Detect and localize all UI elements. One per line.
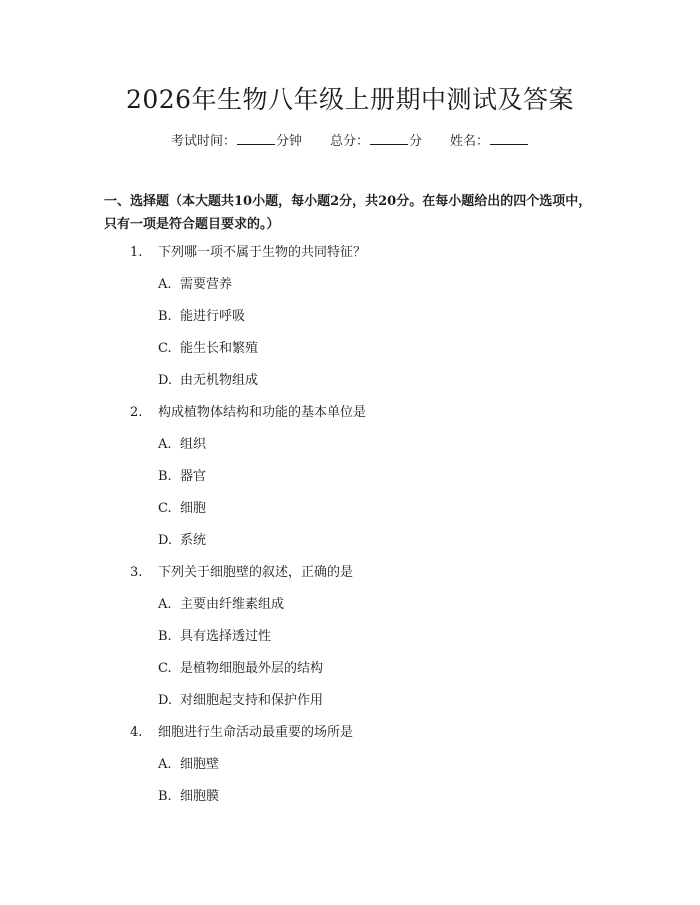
option-letter: D. — [158, 693, 173, 708]
question-4 — [130, 723, 353, 743]
total-score-field — [330, 131, 422, 152]
option-text: 主要由纤维素组成 — [180, 597, 285, 612]
option-text: 能生长和繁殖 — [180, 341, 259, 356]
option-c — [158, 659, 323, 679]
option-b — [158, 627, 271, 647]
option-d — [158, 531, 206, 551]
option-letter: B. — [158, 469, 172, 484]
name-blank — [490, 131, 528, 145]
option-text: 是植物细胞最外层的结构 — [180, 661, 324, 676]
option-letter: A. — [158, 277, 172, 292]
option-c — [158, 499, 206, 519]
option-letter: C. — [158, 341, 172, 356]
option-letter: B. — [158, 309, 172, 324]
option-letter: C. — [158, 501, 172, 516]
option-d — [158, 371, 258, 391]
option-text: 细胞膜 — [180, 789, 220, 804]
exam-meta — [0, 131, 700, 152]
option-b — [158, 467, 206, 487]
option-a — [158, 435, 206, 455]
option-a — [158, 275, 232, 295]
question-text: 构成植物体结构和功能的基本单位是 — [158, 405, 367, 420]
option-letter: A. — [158, 437, 172, 452]
exam-time-unit: 分钟 — [275, 134, 302, 149]
option-text: 具有选择透过性 — [180, 629, 272, 644]
option-text: 需要营养 — [180, 277, 233, 292]
question-number: 2. — [130, 405, 143, 420]
option-letter: B. — [158, 789, 172, 804]
question-1 — [130, 243, 366, 263]
option-b — [158, 307, 245, 327]
option-text: 由无机物组成 — [180, 373, 259, 388]
option-letter: A. — [158, 757, 172, 772]
question-text: 细胞进行生命活动最重要的场所是 — [158, 725, 354, 740]
option-letter: C. — [158, 661, 172, 676]
exam-time-blank — [237, 131, 275, 145]
option-text: 对细胞起支持和保护作用 — [180, 693, 324, 708]
option-text: 细胞壁 — [180, 757, 220, 772]
option-letter: D. — [158, 533, 173, 548]
question-text: 下列关于细胞壁的叙述，正确的是 — [158, 565, 354, 580]
option-text: 组织 — [180, 437, 207, 452]
option-a — [158, 755, 219, 775]
option-letter: B. — [158, 629, 172, 644]
option-a — [158, 595, 284, 615]
question-3 — [130, 563, 353, 583]
option-text: 器官 — [180, 469, 207, 484]
page-title: 2026年生物八年级上册期中测试及答案 — [125, 85, 575, 114]
exam-time-label: 考试时间： — [170, 134, 236, 149]
option-c — [158, 339, 258, 359]
total-score-label: 总分： — [329, 134, 369, 149]
section-heading: 一、选择题（本大题共10小题，每小题2分，共20分。在每小题给出的四个选项中，只有一项是符合题目要求的。） — [104, 194, 592, 232]
option-letter: D. — [158, 373, 173, 388]
name-label: 姓名： — [450, 134, 490, 149]
question-number: 1. — [130, 245, 143, 260]
option-d — [158, 691, 323, 711]
name-field — [450, 131, 529, 152]
question-text: 下列哪一项不属于生物的共同特征？ — [158, 245, 367, 260]
option-b — [158, 787, 219, 807]
total-score-unit: 分 — [409, 134, 423, 149]
option-text: 细胞 — [180, 501, 207, 516]
option-letter: A. — [158, 597, 172, 612]
exam-time-field — [171, 131, 302, 152]
question-2 — [130, 403, 366, 423]
question-number: 4. — [130, 725, 143, 740]
question-number: 3. — [130, 565, 143, 580]
option-text: 能进行呼吸 — [180, 309, 246, 324]
total-score-blank — [370, 131, 408, 145]
option-text: 系统 — [180, 533, 207, 548]
